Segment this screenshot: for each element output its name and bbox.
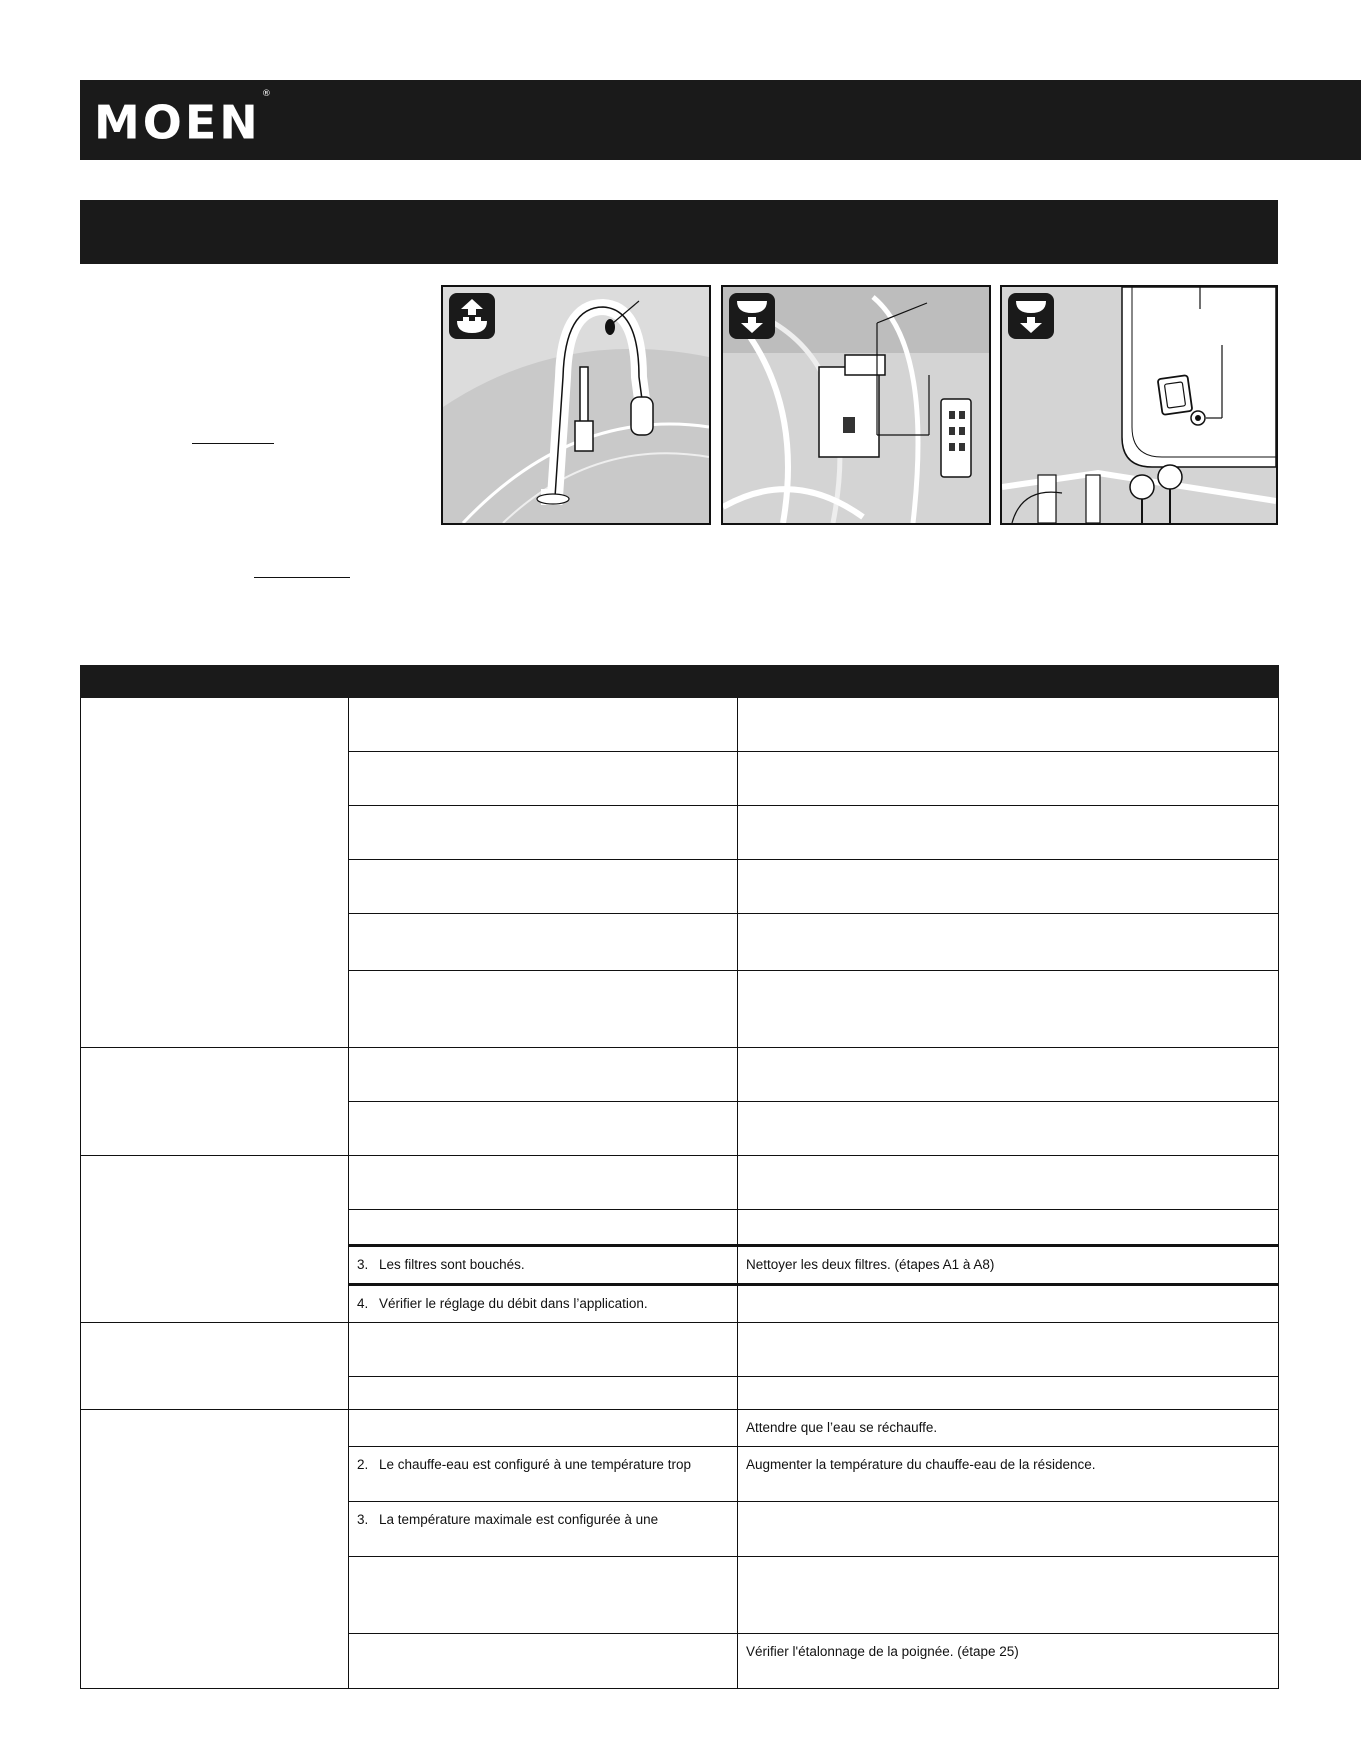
solution-cell <box>738 1323 1279 1377</box>
solution-cell <box>738 698 1279 752</box>
cause-cell <box>349 698 738 752</box>
solution-cell <box>738 752 1279 806</box>
table-row <box>81 1323 1279 1377</box>
cause-cell <box>349 1156 738 1210</box>
header-bar <box>80 80 1361 160</box>
cause-cell <box>349 1557 738 1634</box>
solution-cell <box>738 1502 1279 1557</box>
solution-cell <box>738 806 1279 860</box>
problem-cell <box>81 1048 349 1156</box>
solution-cell <box>738 1156 1279 1210</box>
cause-cell <box>349 1502 738 1557</box>
cause-text: Vérifier le réglage du débit dans l’application. <box>379 1296 648 1311</box>
cause-number: 3. <box>357 1512 369 1527</box>
cause-cell <box>349 1323 738 1377</box>
header-cell-problem <box>81 666 349 698</box>
cause-text: Les filtres sont bouchés. <box>379 1257 525 1272</box>
cause-cell <box>349 1377 738 1410</box>
table-header-row <box>81 666 1279 698</box>
below-deck-icon <box>729 293 775 339</box>
solution-cell: Attendre que l’eau se réchauffe. <box>738 1410 1279 1447</box>
solution-cell <box>738 1102 1279 1156</box>
cause-cell <box>349 1048 738 1102</box>
moen-logo: MOEN® <box>94 89 271 150</box>
filter-cap-illustration <box>1000 285 1278 525</box>
table-row <box>81 1048 1279 1102</box>
header-cell-solution <box>738 666 1279 698</box>
blank-underline-2 <box>254 577 350 578</box>
cause-cell <box>349 1447 738 1502</box>
blank-underline-1 <box>192 443 274 444</box>
table-row <box>81 698 1279 752</box>
solution-cell <box>738 1210 1279 1246</box>
cause-number: 3. <box>357 1257 369 1272</box>
problem-cell <box>81 1410 349 1689</box>
troubleshooting-table <box>80 665 1279 1689</box>
solution-cell: Vérifier l'étalonnage de la poignée. (étape 25) <box>738 1634 1279 1689</box>
solution-cell <box>738 1048 1279 1102</box>
cause-cell <box>349 806 738 860</box>
header-cell-cause <box>349 666 738 698</box>
solution-cell <box>738 1285 1279 1323</box>
cause-cell <box>349 1634 738 1689</box>
solution-cell <box>738 1557 1279 1634</box>
control-box-illustration <box>721 285 991 525</box>
cause-cell <box>349 1102 738 1156</box>
cause-text: La température maximale est configurée à une <box>379 1512 659 1527</box>
faucet-illustration <box>441 285 711 525</box>
above-deck-icon <box>449 293 495 339</box>
problem-cell <box>81 1156 349 1323</box>
table-row <box>81 1156 1279 1210</box>
solution-cell <box>738 914 1279 971</box>
solution-cell <box>738 860 1279 914</box>
problem-cell <box>81 698 349 1048</box>
cause-cell <box>349 860 738 914</box>
cause-cell <box>349 971 738 1048</box>
cause-cell <box>349 1246 738 1285</box>
problem-cell <box>81 1323 349 1410</box>
cause-number: 2. <box>357 1457 369 1472</box>
table-row <box>81 1410 1279 1447</box>
cause-cell <box>349 1210 738 1246</box>
solution-cell: Augmenter la température du chauffe-eau de la résidence. <box>738 1447 1279 1502</box>
below-deck-icon <box>1008 293 1054 339</box>
solution-cell: Nettoyer les deux filtres. (étapes A1 à A8) <box>738 1246 1279 1285</box>
cause-cell <box>349 752 738 806</box>
section-title-bar <box>80 200 1278 264</box>
cause-cell <box>349 1410 738 1447</box>
cause-number: 4. <box>357 1296 369 1311</box>
solution-cell <box>738 971 1279 1048</box>
cause-cell <box>349 1285 738 1323</box>
solution-cell <box>738 1377 1279 1410</box>
cause-text: Le chauffe-eau est configuré à une température trop <box>379 1457 691 1472</box>
cause-cell <box>349 914 738 971</box>
